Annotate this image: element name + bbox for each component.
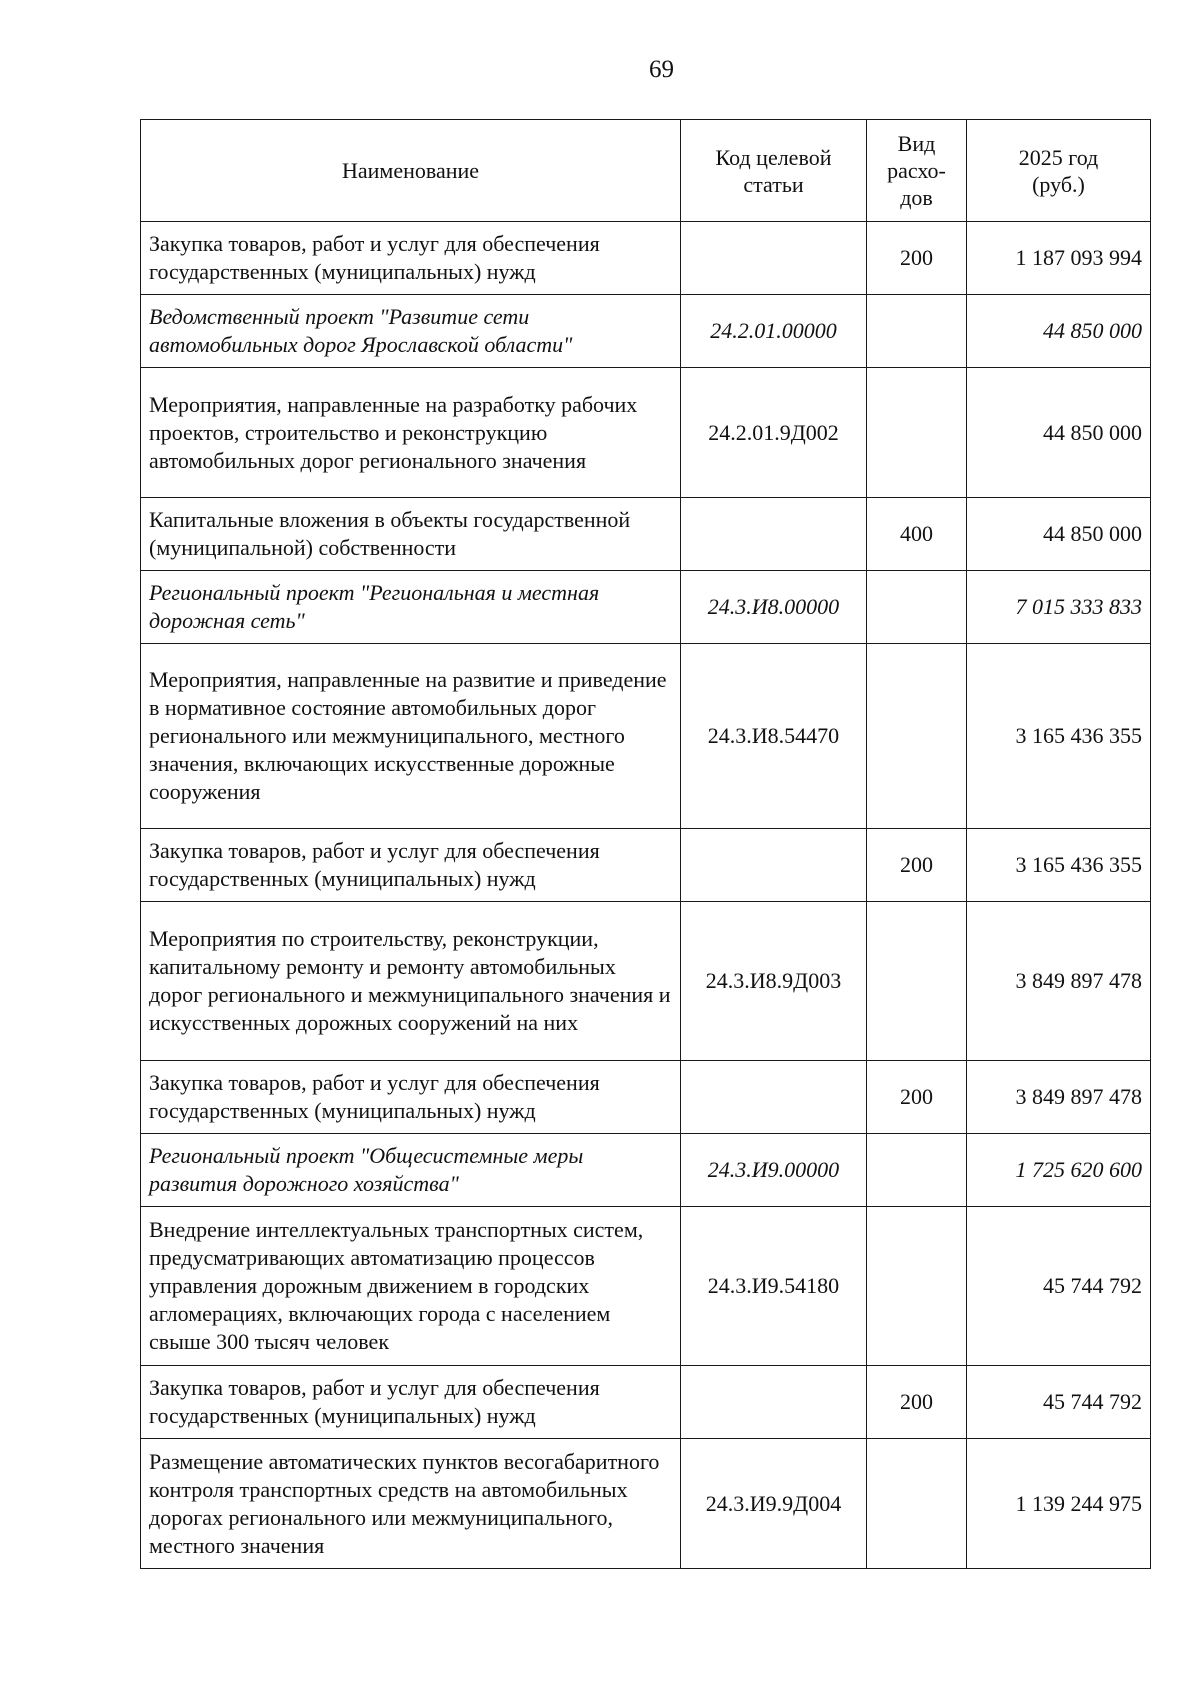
row-name: Мероприятия, направленные на развитие и приведение в нормативное состояние автомобильных дорог регионального или межмуниципального, местного значения, включающих искусственные дорожные сооружения [141,644,681,829]
row-expense-kind [867,1439,967,1569]
row-amount: 44 850 000 [967,295,1151,368]
table-row [141,1439,1151,1569]
row-target-code: 24.3.И9.00000 [681,1134,867,1207]
row-target-code [681,1061,867,1134]
row-name: Закупка товаров, работ и услуг для обеспечения государственных (муниципальных) нужд [141,829,681,902]
row-target-code [681,498,867,571]
row-expense-kind [867,295,967,368]
row-amount: 1 187 093 994 [967,222,1151,295]
row-amount: 1 725 620 600 [967,1134,1151,1207]
table-row [141,1061,1151,1134]
table-row [141,1366,1151,1439]
row-target-code: 24.3.И8.9Д003 [681,902,867,1061]
row-target-code: 24.3.И8.54470 [681,644,867,829]
header-amount-2025: 2025 год (руб.) [967,120,1151,222]
row-target-code: 24.3.И9.54180 [681,1207,867,1366]
row-expense-kind [867,368,967,498]
row-amount: 44 850 000 [967,498,1151,571]
table-row [141,1207,1151,1366]
page-number: 69 [649,56,674,83]
row-amount: 44 850 000 [967,368,1151,498]
row-expense-kind: 200 [867,1366,967,1439]
table-row [141,368,1151,498]
row-expense-kind: 400 [867,498,967,571]
table-row [141,571,1151,644]
row-expense-kind: 200 [867,222,967,295]
row-expense-kind [867,902,967,1061]
header-name: Наименование [141,120,681,222]
row-target-code: 24.3.И8.00000 [681,571,867,644]
row-amount: 3 849 897 478 [967,902,1151,1061]
row-amount: 45 744 792 [967,1207,1151,1366]
row-name: Размещение автоматических пунктов весогабаритного контроля транспортных средств на автомобильных дорогах регионального или межмуниципального, местного значения [141,1439,681,1569]
row-amount: 3 165 436 355 [967,644,1151,829]
row-name: Ведомственный проект "Развитие сети автомобильных дорог Ярославской области" [141,295,681,368]
row-expense-kind [867,571,967,644]
row-amount: 3 165 436 355 [967,829,1151,902]
row-name: Региональный проект "Региональная и местная дорожная сеть" [141,571,681,644]
table-row [141,1134,1151,1207]
row-target-code: 24.2.01.9Д002 [681,368,867,498]
row-expense-kind [867,1207,967,1366]
row-expense-kind: 200 [867,1061,967,1134]
row-amount: 1 139 244 975 [967,1439,1151,1569]
row-target-code [681,829,867,902]
row-target-code [681,1366,867,1439]
row-name: Закупка товаров, работ и услуг для обеспечения государственных (муниципальных) нужд [141,1366,681,1439]
header-target-code: Код целевой статьи [681,120,867,222]
row-target-code: 24.3.И9.9Д004 [681,1439,867,1569]
row-amount: 3 849 897 478 [967,1061,1151,1134]
row-name: Региональный проект "Общесистемные меры развития дорожного хозяйства" [141,1134,681,1207]
row-target-code [681,222,867,295]
row-target-code: 24.2.01.00000 [681,295,867,368]
row-expense-kind: 200 [867,829,967,902]
table-row [141,295,1151,368]
row-name: Внедрение интеллектуальных транспортных систем, предусматривающих автоматизацию процессов управления дорожным движением в городских агломерациях, включающих города с населением свыше 300 тысяч человек [141,1207,681,1366]
row-name: Мероприятия по строительству, реконструкции, капитальному ремонту и ремонту автомобильных дорог регионального и межмуниципального значения и искусственных дорожных сооружений на них [141,902,681,1061]
header-expense-kind: Вид расхо- дов [867,120,967,222]
row-amount: 7 015 333 833 [967,571,1151,644]
table-row [141,222,1151,295]
table-row [141,644,1151,829]
table-header-row [141,120,1151,222]
table-row [141,829,1151,902]
table-body [141,222,1151,1569]
table-row [141,498,1151,571]
budget-table [140,119,1151,1569]
row-expense-kind [867,1134,967,1207]
row-name: Мероприятия, направленные на разработку рабочих проектов, строительство и реконструкцию автомобильных дорог регионального значения [141,368,681,498]
table-row [141,902,1151,1061]
row-expense-kind [867,644,967,829]
row-name: Закупка товаров, работ и услуг для обеспечения государственных (муниципальных) нужд [141,222,681,295]
row-name: Капитальные вложения в объекты государственной (муниципальной) собственности [141,498,681,571]
row-amount: 45 744 792 [967,1366,1151,1439]
row-name: Закупка товаров, работ и услуг для обеспечения государственных (муниципальных) нужд [141,1061,681,1134]
